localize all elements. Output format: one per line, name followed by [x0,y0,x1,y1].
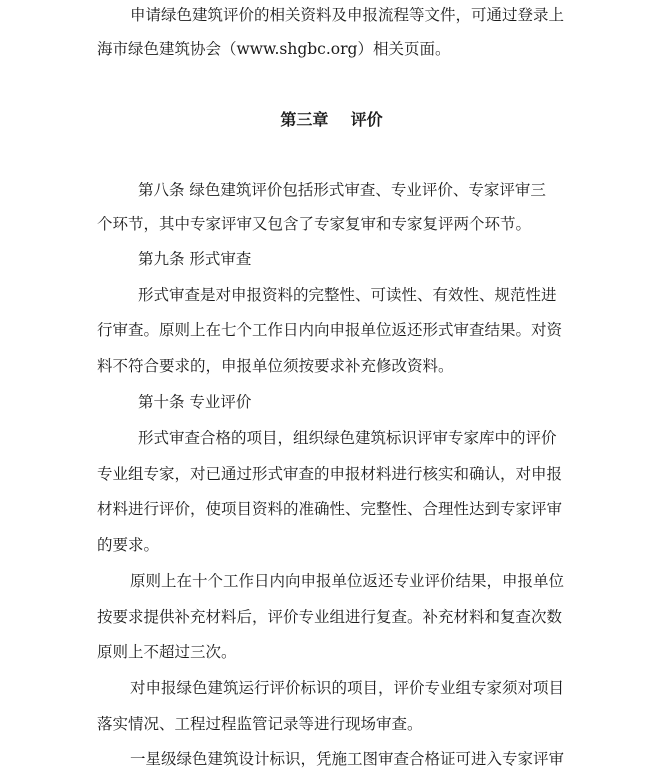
paragraph-line: 海市绿色建筑协会（www.shgbc.org）相关页面。 [97,40,451,58]
paragraph-line: 对申报绿色建筑运行评价标识的项目，评价专业组专家须对项目 [130,679,565,697]
paragraph-line: 行审查。原则上在七个工作日内向申报单位返还形式审查结果。对资 [97,321,563,339]
paragraph-line: 按要求提供补充材料后，评价专业组进行复查。补充材料和复查次数 [97,608,563,626]
paragraph-line: 个环节，其中专家评审又包含了专家复审和专家复评两个环节。 [97,215,532,233]
paragraph-line: 材料进行评价，使项目资料的准确性、完整性、合理性达到专家评审 [97,500,563,518]
paragraph-line: 形式审查是对申报资料的完整性、可读性、有效性、规范性进 [138,286,557,304]
paragraph-line: 落实情况、工程过程监管记录等进行现场审查。 [97,715,423,733]
paragraph-line: 原则上不超过三次。 [97,643,237,661]
chapter-heading: 第三章 评价 [280,110,383,129]
article-heading: 第十条 专业评价 [138,393,252,411]
paragraph-line: 原则上在十个工作日内向申报单位返还专业评价结果，申报单位 [130,572,565,590]
paragraph-line: 第八条 绿色建筑评价包括形式审查、专业评价、专家评审三 [138,181,546,199]
article-heading: 第九条 形式审查 [138,250,252,268]
paragraph-line: 申请绿色建筑评价的相关资料及申报流程等文件，可通过登录上 [130,6,565,24]
paragraph-line: 形式审查合格的项目，组织绿色建筑标识评审专家库中的评价 [138,429,557,447]
paragraph-line: 一星级绿色建筑设计标识，凭施工图审查合格证可进入专家评审 [130,750,565,768]
paragraph-line: 专业组专家，对已通过形式审查的申报材料进行核实和确认，对申报 [97,465,563,483]
paragraph-line: 料不符合要求的，申报单位须按要求补充修改资料。 [97,357,454,375]
paragraph-line: 的要求。 [97,536,160,554]
